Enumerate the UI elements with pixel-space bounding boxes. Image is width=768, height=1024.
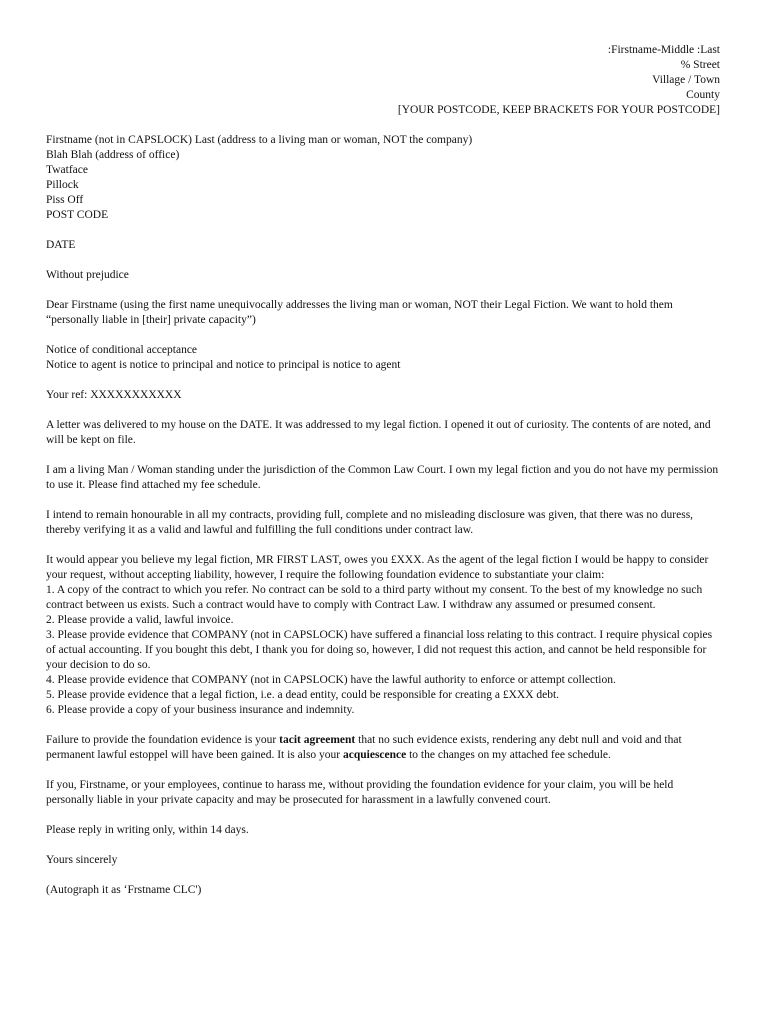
recipient-line: Piss Off bbox=[46, 194, 84, 206]
list-item: 3. Please provide evidence that COMPANY (not in CAPSLOCK) have suffered a financial loss relating to this contract. I require physical copies of actual accounting. If you bought this debt, I thank you for doing so, however, I did not request this action, and cannot be held responsible for your decision to do so. bbox=[46, 629, 713, 671]
letter-date: DATE bbox=[46, 239, 76, 251]
paragraph: If you, Firstname, or your employees, continue to harass me, without providing the foundation evidence for your claim, you will be held personally liable in your private capacity and may be prosecuted for harassment in a lawfully convened court. bbox=[46, 779, 674, 806]
failure-paragraph bbox=[46, 733, 722, 763]
list-item: 6. Please provide a copy of your business insurance and indemnity. bbox=[46, 704, 355, 716]
recipient-line: Pillock bbox=[46, 179, 79, 191]
paragraph: I intend to remain honourable in all my contracts, providing full, complete and no misleading disclosure was given, that there was no duress, thereby verifying it as a valid and lawful and fulfilling the full conditions under contract law. bbox=[46, 509, 694, 536]
recipient-line: Blah Blah (address of office) bbox=[46, 149, 180, 161]
without-prejudice: Without prejudice bbox=[46, 269, 129, 281]
your-ref: Your ref: XXXXXXXXXXX bbox=[46, 389, 182, 401]
acquiescence-term: acquiescence bbox=[343, 749, 407, 761]
recipient-line: Twatface bbox=[46, 164, 88, 176]
reply-instruction: Please reply in writing only, within 14 days. bbox=[46, 824, 249, 836]
failure-text: to the changes on my attached fee schedule. bbox=[406, 749, 611, 761]
paragraph: It would appear you believe my legal fiction, MR FIRST LAST, owes you £XXX. As the agent of the legal fiction I would be happy to consider your request, without accepting liability, however, I require the following foundation evidence to substantiate your claim: bbox=[46, 554, 709, 581]
autograph-note: (Autograph it as ‘Frstname CLC') bbox=[46, 884, 202, 896]
closing: Yours sincerely bbox=[46, 854, 118, 866]
notice-line: Notice to agent is notice to principal and notice to principal is notice to agent bbox=[46, 359, 401, 371]
failure-text: Failure to provide the foundation evidence is your bbox=[46, 734, 280, 746]
sender-address bbox=[46, 43, 722, 118]
recipient-line: Firstname (not in CAPSLOCK) Last (address to a living man or woman, NOT the company) bbox=[46, 134, 473, 146]
list-item: 1. A copy of the contract to which you refer. No contract can be sold to a third party without my consent. To the best of my knowledge no such contract between us exists. Such a contract would have to comply with Contract Law. I withdraw any assumed or presumed consent. bbox=[46, 584, 703, 611]
salutation: Dear Firstname (using the first name unequivocally addresses the living man or woman, NOT their Legal Fiction. We want to hold them “personally liable in [their] private capacity”) bbox=[46, 299, 673, 326]
sender-county: County bbox=[686, 89, 720, 101]
evidence-request-list bbox=[46, 583, 722, 718]
list-item: 5. Please provide evidence that a legal fiction, i.e. a dead entity, could be responsible for creating a £XXX debt. bbox=[46, 689, 560, 701]
list-item: 4. Please provide evidence that COMPANY (not in CAPSLOCK) have the lawful authority to enforce or attempt collection. bbox=[46, 674, 616, 686]
recipient-line: POST CODE bbox=[46, 209, 109, 221]
recipient-address bbox=[46, 133, 722, 223]
paragraph: I am a living Man / Woman standing under the jurisdiction of the Common Law Court. I own my legal fiction and you do not have my permission to use it. Please find attached my fee schedule. bbox=[46, 464, 719, 491]
sender-street: % Street bbox=[680, 59, 720, 71]
sender-postcode: [YOUR POSTCODE, KEEP BRACKETS FOR YOUR POSTCODE] bbox=[397, 104, 720, 116]
tacit-agreement-term: tacit agreement bbox=[279, 734, 356, 746]
notice-block bbox=[46, 343, 722, 373]
sender-town: Village / Town bbox=[652, 74, 720, 86]
notice-line: Notice of conditional acceptance bbox=[46, 344, 198, 356]
list-item: 2. Please provide a valid, lawful invoice. bbox=[46, 614, 234, 626]
paragraph: A letter was delivered to my house on the DATE. It was addressed to my legal fiction. I opened it out of curiosity. The contents of are noted, and will be kept on file. bbox=[46, 419, 711, 446]
sender-name: :Firstname-Middle :Last bbox=[607, 44, 720, 56]
failure-text: that no such evidence exists, rendering any debt null and void and that permanent lawful estoppel will have been gained. It is also your bbox=[46, 734, 682, 761]
